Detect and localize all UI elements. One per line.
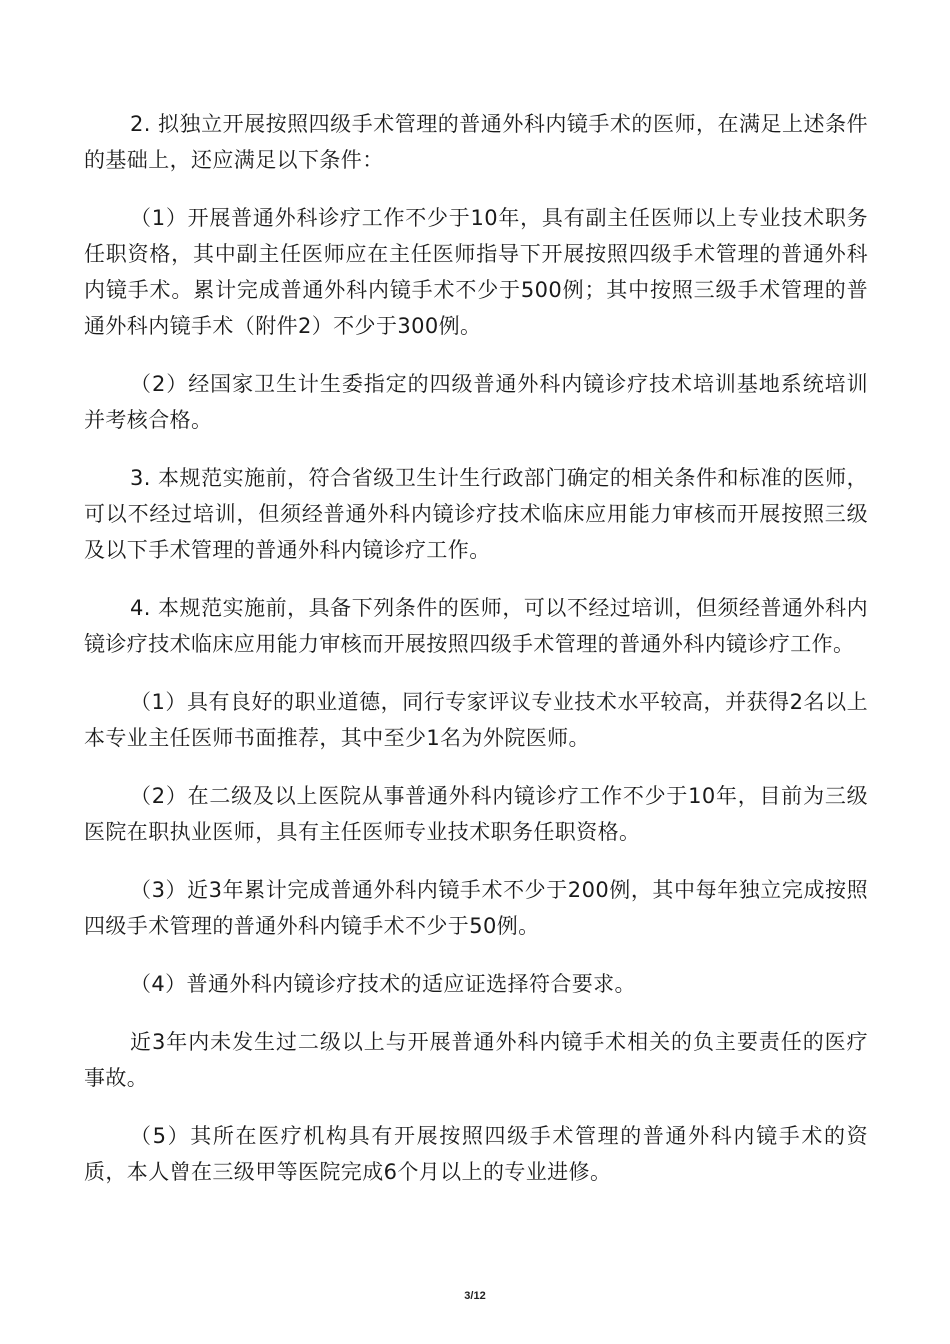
page-number: 3/12: [464, 1290, 486, 1302]
paragraph-subitem-2-2: （2）经国家卫生计生委指定的四级普通外科内镜诊疗技术培训基地系统培训并考核合格。: [84, 372, 868, 432]
paragraph-item-4: 4. 本规范实施前，具备下列条件的医师，可以不经过培训，但须经普通外科内镜诊疗技术临床应用能力审核而开展按照四级手术管理的普通外科内镜诊疗工作。: [84, 596, 868, 656]
paragraph-item-3: 3. 本规范实施前，符合省级卫生计生行政部门确定的相关条件和标准的医师，可以不经过培训，但须经普通外科内镜诊疗技术临床应用能力审核而开展按照三级及以下手术管理的普通外科内镜诊疗工作。: [84, 466, 868, 562]
paragraph-subitem-4-5: （5）其所在医疗机构具有开展按照四级手术管理的普通外科内镜手术的资质，本人曾在三级甲等医院完成6个月以上的专业进修。: [84, 1124, 868, 1184]
paragraph-subitem-4-4: （4）普通外科内镜诊疗技术的适应证选择符合要求。: [130, 972, 636, 996]
paragraph-subitem-4-2: （2）在二级及以上医院从事普通外科内镜诊疗工作不少于10年，目前为三级医院在职执业医师，具有主任医师专业技术职务任职资格。: [84, 784, 868, 844]
paragraph-subitem-4-3: （3）近3年累计完成普通外科内镜手术不少于200例，其中每年独立完成按照四级手术管理的普通外科内镜手术不少于50例。: [84, 878, 868, 938]
document-body: [84, 106, 868, 1190]
paragraph-note: 近3年内未发生过二级以上与开展普通外科内镜手术相关的负主要责任的医疗事故。: [84, 1030, 868, 1090]
paragraph-item-2: 2. 拟独立开展按照四级手术管理的普通外科内镜手术的医师，在满足上述条件的基础上，还应满足以下条件：: [84, 112, 868, 172]
paragraph-subitem-2-1: （1）开展普通外科诊疗工作不少于10年，具有副主任医师以上专业技术职务任职资格，其中副主任医师应在主任医师指导下开展按照四级手术管理的普通外科内镜手术。累计完成普通外科内镜手术不少于500例；其中按照三级手术管理的普通外科内镜手术（附件2）不少于300例。: [84, 206, 868, 338]
paragraph-subitem-4-1: （1）具有良好的职业道德，同行专家评议专业技术水平较高，并获得2名以上本专业主任医师书面推荐，其中至少1名为外院医师。: [84, 690, 868, 750]
